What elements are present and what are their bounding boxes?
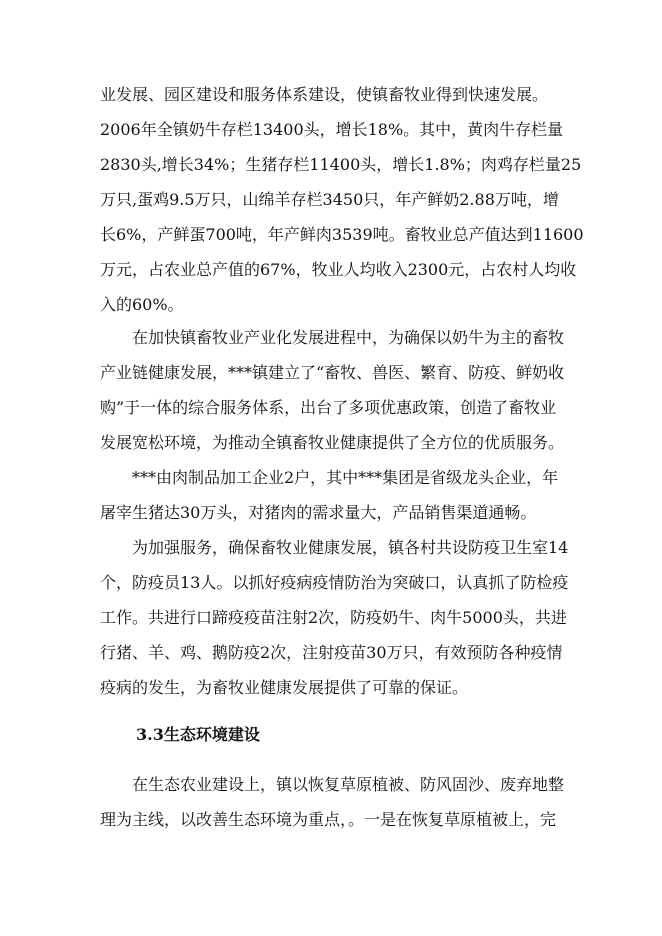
text-line: 2830头,增长34%；生猪存栏11400头，增长1.8%；肉鸡存栏量25 — [100, 155, 582, 174]
text-line: 2006年全镇奶牛存栏13400头，增长18%。其中，黄肉牛存栏量 — [100, 120, 564, 139]
text-line: 工作。共进行口蹄疫疫苗注射2次，防疫奶牛、肉牛5000头，共进 — [100, 608, 567, 627]
text-line: 产业链健康发展，***镇建立了“畜牧、兽医、繁育、防疫、鲜奶收 — [100, 363, 565, 382]
text-line: 理为主线，以改善生态环境为重点，。一是在恢复草原植被上，完 — [100, 810, 557, 829]
text-line: 行猪、羊、鸡、鹅防疫2次，注射疫苗30万只，有效预防各种疫情 — [100, 643, 563, 662]
text-line: 屠宰生猪达30万头，对猪肉的需求量大，产品销售渠道通畅。 — [100, 503, 537, 522]
text-line: 在加快镇畜牧业产业化发展进程中，为确保以奶牛为主的畜牧 — [132, 328, 565, 347]
text-line: 长6%，产鲜蛋700吨，年产鲜肉3539吨。畜牧业总产值达到11600 — [100, 225, 584, 244]
text-line: 个，防疫员13人。以抓好疫病疫情防治为突破口，认真抓了防检疫 — [100, 573, 569, 592]
text-line: 购”于一体的综合服务体系，出台了多项优惠政策，创造了畜牧业 — [100, 398, 557, 417]
text-line: 在生态农业建设上，镇以恢复草原植被、防风固沙、废弃地整 — [132, 775, 565, 794]
section-heading: 3.3生态环境建设 — [136, 725, 260, 744]
text-line: ***由肉制品加工企业2户，其中***集团是省级龙头企业，年 — [132, 468, 559, 487]
text-line: 发展宽松环境，为推动全镇畜牧业健康提供了全方位的优质服务。 — [100, 433, 565, 452]
text-line: 万只,蛋鸡9.5万只，山绵羊存栏3450只，年产鲜奶2.88万吨，增 — [100, 190, 559, 209]
text-line: 业发展、园区建设和服务体系建设，使镇畜牧业得到快速发展。 — [100, 85, 549, 104]
text-line: 疫病的发生，为畜牧业健康发展提供了可靠的保证。 — [100, 678, 469, 697]
text-line: 入的60%。 — [100, 295, 184, 314]
text-line: 万元，占农业总产值的67%，牧业人均收入2300元，占农村人均收 — [100, 260, 577, 279]
text-line: 为加强服务，确保畜牧业健康发展，镇各村共设防疫卫生室14 — [132, 538, 569, 557]
